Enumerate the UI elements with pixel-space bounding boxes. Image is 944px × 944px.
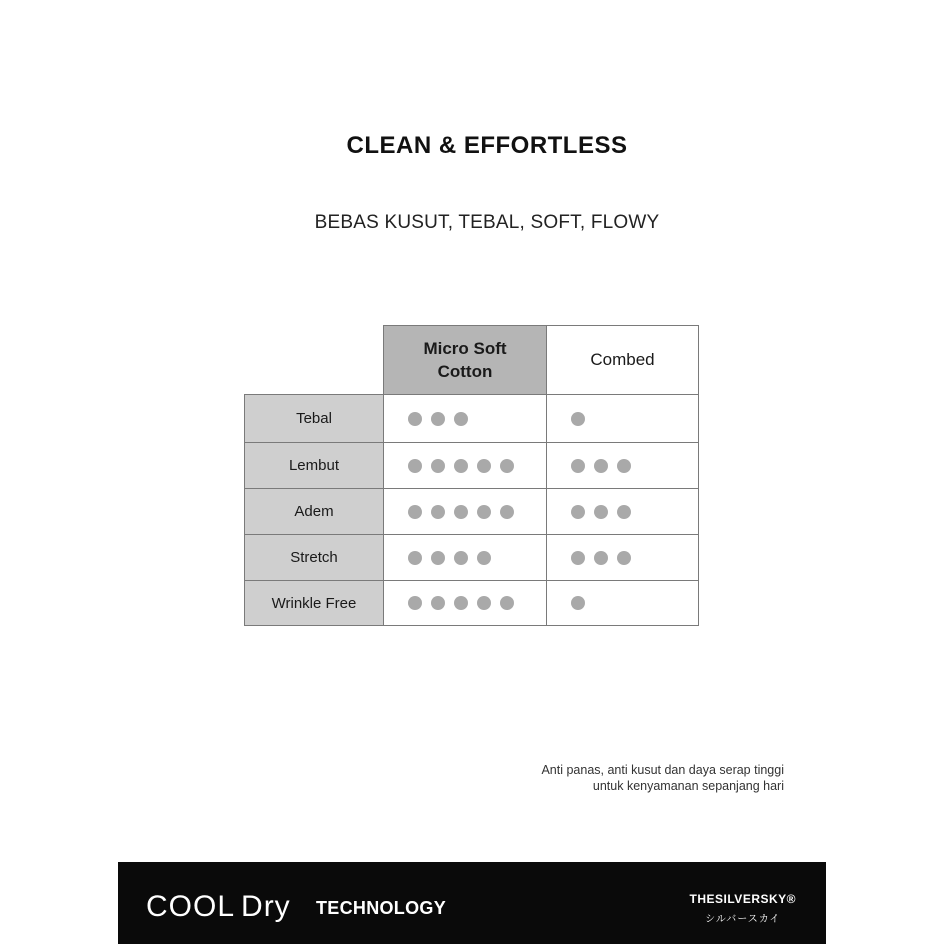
rating-dot [594, 505, 608, 519]
rating-dot [477, 459, 491, 473]
cool-dry-logo [146, 890, 291, 924]
note-line: untuk kenyamanan sepanjang hari [592, 778, 784, 793]
row-label: Wrinkle Free [244, 580, 384, 626]
column-header-line: Micro Soft [423, 339, 507, 358]
rating-dot [454, 459, 468, 473]
rating-dot [500, 596, 514, 610]
row-label: Lembut [244, 442, 384, 489]
rating-dot [594, 551, 608, 565]
rating-micro-soft-cotton [383, 534, 547, 581]
rating-dot [617, 459, 631, 473]
column-header-combed: Combed [546, 325, 699, 395]
rating-dot [454, 412, 468, 426]
row-label: Adem [244, 488, 384, 535]
row-label: Stretch [244, 534, 384, 581]
thesilversky-logo [690, 892, 796, 925]
rating-dot [431, 551, 445, 565]
rating-dot [431, 505, 445, 519]
rating-dot [500, 459, 514, 473]
logo-name: THESILVERSKY® [689, 892, 796, 906]
rating-dot [477, 505, 491, 519]
rating-dot [454, 505, 468, 519]
rating-dot [431, 459, 445, 473]
rating-combed [546, 580, 699, 626]
rating-dot [500, 505, 514, 519]
rating-dot [408, 505, 422, 519]
rating-dot [617, 551, 631, 565]
column-header-micro-soft-cotton [383, 325, 547, 395]
rating-dot [571, 412, 585, 426]
row-label: Tebal [244, 394, 384, 443]
rating-micro-soft-cotton [383, 488, 547, 535]
rating-micro-soft-cotton [383, 442, 547, 489]
rating-dot [408, 459, 422, 473]
rating-dot [617, 505, 631, 519]
rating-combed [546, 534, 699, 581]
feature-note [541, 763, 784, 794]
rating-dot [454, 596, 468, 610]
column-header-line: Cotton [437, 362, 493, 381]
brand-cool: COOL [146, 890, 236, 923]
rating-combed [546, 442, 699, 489]
rating-dot [594, 459, 608, 473]
rating-dot [408, 551, 422, 565]
brand-dry: Dry [241, 890, 291, 923]
rating-dot [571, 551, 585, 565]
rating-dot [408, 596, 422, 610]
rating-micro-soft-cotton [383, 580, 547, 626]
technology-label: TECHNOLOGY [316, 898, 447, 918]
rating-micro-soft-cotton [383, 394, 547, 443]
rating-dot [454, 551, 468, 565]
footer-band [118, 862, 826, 944]
comparison-table [244, 325, 699, 626]
rating-dot [431, 596, 445, 610]
logo-katakana: シルバースカイ [705, 914, 781, 925]
note-line: Anti panas, anti kusut dan daya serap tinggi [541, 763, 784, 777]
rating-dot [408, 412, 422, 426]
rating-dot [431, 412, 445, 426]
rating-dot [571, 596, 585, 610]
rating-dot [571, 459, 585, 473]
rating-dot [571, 505, 585, 519]
rating-dot [477, 596, 491, 610]
page-title: CLEAN & EFFORTLESS [346, 132, 628, 159]
rating-combed [546, 488, 699, 535]
page-subtitle: BEBAS KUSUT, TEBAL, SOFT, FLOWY [314, 212, 660, 233]
rating-combed [546, 394, 699, 443]
rating-dot [477, 551, 491, 565]
